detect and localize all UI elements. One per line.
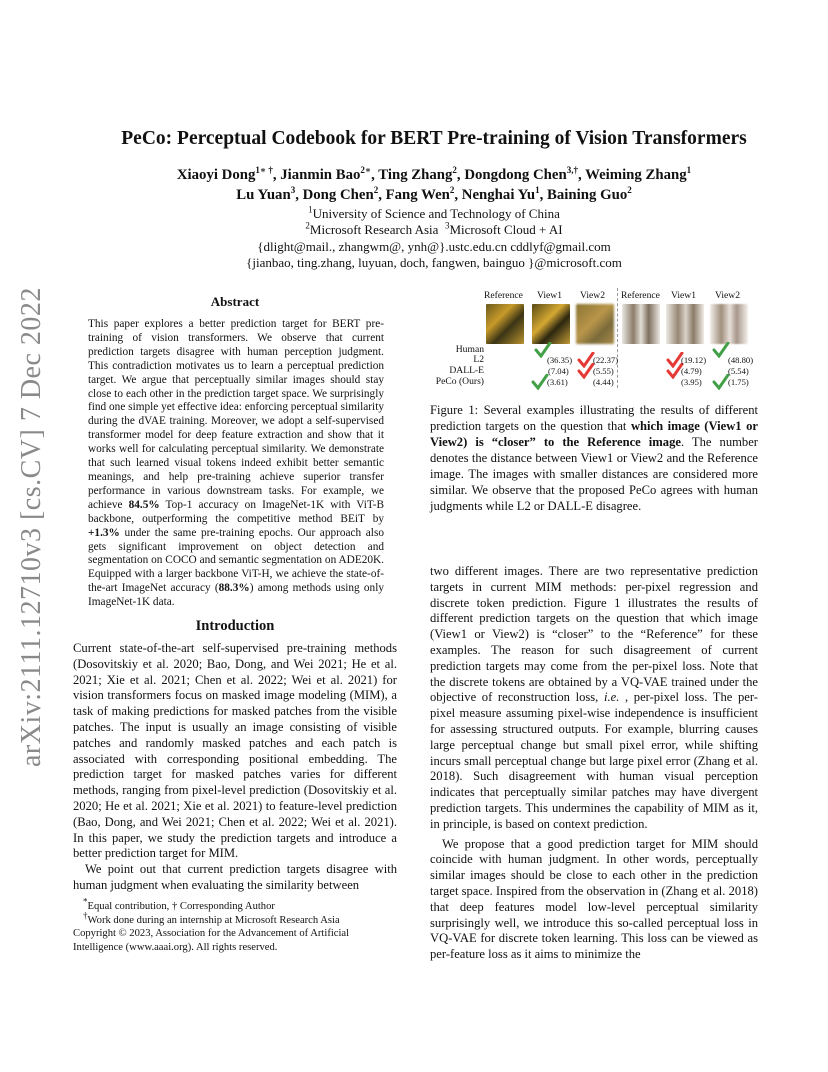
- abstract-highlight: +1.3%: [88, 526, 120, 539]
- author-affil-mark: 1: [535, 185, 540, 196]
- right-column-body: [430, 564, 758, 963]
- col-header-reference: Reference: [621, 290, 660, 301]
- col-header-view1: View1: [537, 290, 563, 301]
- bird-reference-image: [486, 304, 524, 344]
- abstract-text: under the same pre-training epochs. Our approach also gets significant improvement on object detection and segmentation on COCO and semantic segmentation on ADE20K. Equipped with a larger backbone ViT-H, we achieve the state-of-the-art ImageNet accuracy (: [88, 526, 384, 595]
- dalle-view2-distance: (5.55): [593, 366, 614, 376]
- copyright-notice: Copyright © 2023, Association for the Advancement of Artificial Intelligence (www.aaai.org). All rights reserved.: [73, 928, 350, 953]
- author: , Weiming Zhang: [577, 167, 687, 183]
- caption-text: . The number denotes the distance between View1 or View2 and the Reference image. The images with smaller distances are considered more similar. We observe that the proposed PeCo agrees with human judgments while L2 or DALL-E disagree.: [430, 435, 758, 513]
- caption-text: Figure 1: Several examples illustrating the results of different prediction targets on the question that: [430, 403, 758, 433]
- col-header-view1: View1: [671, 290, 697, 301]
- emails-microsoft: {jianbao, ting.zhang, luyuan, doch, fangwen, bainguo }@microsoft.com: [246, 255, 622, 271]
- peco-view2-distance: (1.75): [728, 377, 749, 387]
- col-header-view2: View2: [580, 290, 606, 301]
- author: , Baining Guo: [539, 187, 628, 203]
- author-line-1: [60, 165, 808, 185]
- body-paragraph: We propose that a good prediction target for MIM should coincide with human judgment. In other words, perceptually similar images should be close to each other in the prediction target space. Inspired from the observation in (Zhang et al. 2018) that deep features model low-level perceptual similarity surprisingly well, we introduce this so-called perceptual loss in VQ-VAE for discrete token learning. This loss can be viewed as per-feature loss as it aims to minimize the: [430, 836, 758, 962]
- author: , Dongdong Chen: [456, 167, 567, 183]
- author-affil-mark: 2: [627, 185, 632, 196]
- dalle-view1-distance: (4.79): [681, 366, 702, 376]
- l2-view1-distance: (36.35): [547, 355, 573, 365]
- author: Xiaoyi Dong: [176, 167, 256, 183]
- abstract-highlight: 84.5%: [128, 498, 160, 511]
- body-paragraph: [430, 564, 758, 833]
- abstract-heading: Abstract: [210, 294, 260, 309]
- footnote-mark: †: [83, 909, 88, 920]
- peco-view1-distance: (3.95): [681, 377, 702, 387]
- paper-title: PeCo: Perceptual Codebook for BERT Pre-training of Vision Transformers: [121, 128, 747, 149]
- footnote-mark: *: [83, 896, 88, 907]
- author-affil-mark: 2∗: [360, 165, 372, 176]
- footnote-equal-contribution: [73, 896, 397, 914]
- author: , Dong Chen: [295, 187, 374, 203]
- l2-view2-distance: (22.37): [593, 355, 619, 365]
- l2-view1-distance: (19.12): [681, 355, 707, 365]
- author: , Ting Zhang: [371, 167, 453, 183]
- bird-view1-image: [532, 304, 570, 344]
- author: , Fang Wen: [378, 187, 450, 203]
- author: , Nenghai Yu: [454, 187, 536, 203]
- intro-paragraph-1: Current state-of-the-art self-supervised pre-training methods (Dosovitskiy et al. 2020; Bao, Dong, and Wei 2021; He et al. 2021; Xie et al. 2021; Chen et al. 2022; Wei et al. 2021) for vision transformers focus on masked image modeling (MIM), a task of making predictions for masked patches from the visible patches. The input is usually an image consisting of visible patches and randomly masked patches and each patch is associated with corresponding positional embedding. The prediction target for masked patches varies for different methods, ranging from pixel-level prediction (Dosovitskiy et al. 2020; He et al. 2021; Xie et al. 2021) to feature-level prediction (Bao, Dong, and Wei 2021; Chen et al. 2022; Wei et al. 2021). In this paper, we study the prediction targets and introduce a better prediction target for MIM.: [73, 641, 397, 861]
- author-affil-mark: 3,†: [566, 165, 578, 176]
- affil-mark: 3: [444, 221, 450, 232]
- row-label-dalle: DALL-E: [449, 365, 484, 376]
- caption-highlight: which image (View1 or View2) is “closer” to the Reference image: [430, 419, 758, 449]
- bird-view2-image: [576, 304, 614, 344]
- author-affil-mark: 2: [373, 185, 379, 196]
- introduction-body: [73, 641, 397, 894]
- door-reference-image: [622, 304, 660, 344]
- figure-1-caption: [430, 402, 758, 514]
- l2-view2-distance: (48.80): [728, 355, 754, 365]
- footnote-text: Equal contribution, † Corresponding Author: [87, 901, 275, 912]
- dalle-view1-distance: (7.04): [548, 366, 569, 376]
- group-divider: [617, 288, 618, 388]
- col-header-view2: View2: [715, 290, 741, 301]
- affiliations: [60, 206, 808, 272]
- affil-text: Microsoft Cloud + AI: [449, 222, 563, 238]
- author-affil-mark: 1: [686, 165, 692, 176]
- body-text: , per-pixel loss. The per-pixel measure assuming pixel-wise independence is insufficient for assessing structured outputs. For example, blurring causes large perceptual change but small pixel error, while shifting incurs small perceptual change but large pixel error (Zhang et al. 2018). Such disagreement with human visual perception indicates that perceptually similar patches may have divergent prediction targets. This undermines the capability of MIM as it, in principle, is based on context prediction.: [430, 690, 758, 831]
- intro-paragraph-2: We point out that current prediction targets disagree with human judgment when evaluating the similarity between: [73, 862, 397, 892]
- abstract-text: Top-1 accuracy on ImageNet-1K with ViT-B backbone, outperforming the competitive method BEiT by: [88, 498, 385, 525]
- abstract-highlight: 88.3%: [218, 582, 250, 595]
- footnotes: [73, 896, 397, 954]
- row-label-l2: L2: [473, 354, 484, 365]
- peco-view2-distance: (4.44): [593, 377, 614, 387]
- affiliation-2-3: [60, 222, 808, 238]
- arxiv-identifier: arXiv:2111.12710v3 [cs.CV] 7 Dec 2022: [16, 287, 47, 767]
- author: , Jianmin Bao: [272, 167, 361, 183]
- figure-1: [430, 288, 760, 390]
- author-affil-mark: 1∗ †: [255, 165, 273, 176]
- author-affil-mark: 2: [452, 165, 457, 176]
- footnote-internship: [73, 909, 397, 928]
- affil-mark: 2: [305, 221, 310, 232]
- footnote-text: Work done during an internship at Microsoft Research Asia: [87, 914, 340, 926]
- abstract-text: This paper explores a better prediction target for BERT pre-training of vision transformers. We observe that current prediction targets disagree with human perception judgment. This contradiction motivates us to learn a perceptual prediction target. We argue that perceptually similar images should stay close to each other in the prediction target space. We surprisingly find one simple yet effective idea: enforcing perceptual similarity during the dVAE training. Moreover, we adopt a self-supervised transformer model for deep feature extraction and show that it works well for calculating perceptual similarity. We demonstrate that such learned visual tokens indeed exhibit better semantic meanings, and help pre-training achieve superior transfer performance in various downstream tasks. For example, we achieve: [88, 318, 384, 511]
- author-line-2: [60, 185, 808, 205]
- affil-text: University of Science and Technology of China: [312, 206, 560, 221]
- dalle-view2-distance: (5.54): [728, 366, 749, 376]
- row-label-human: Human: [455, 344, 484, 355]
- author: Lu Yuan: [236, 187, 291, 203]
- author-affil-mark: 3: [290, 185, 296, 196]
- introduction-heading: Introduction: [195, 618, 275, 634]
- body-emphasis: i.e.: [603, 690, 620, 705]
- emails-ustc: {dlight@mail., zhangwm@, ynh@}.ustc.edu.cn cddlyf@gmail.com: [257, 238, 611, 254]
- abstract-text: ) among methods using only ImageNet-1K data.: [88, 582, 384, 609]
- abstract-body: [88, 318, 384, 610]
- row-label-peco: PeCo (Ours): [435, 376, 484, 387]
- affil-text: Microsoft Research Asia: [309, 222, 439, 238]
- author-affil-mark: 2: [449, 185, 455, 196]
- affil-mark: 1: [308, 204, 313, 215]
- door-view2-image: [710, 304, 748, 344]
- body-text: two different images. There are two representative prediction targets in current MIM methods: per-pixel regression and discrete token prediction. Figure 1 illustrates the results of different prediction targets on the question that which image (View1 or View2) is “closer” to the “Reference” for these examples. The reason for such disagreement of current prediction targets may come from the per-pixel loss. Note that the discrete tokens are obtained by a VQ-VAE trained under the objective of reconstruction loss,: [430, 564, 758, 705]
- author-list: [60, 165, 808, 205]
- door-view1-image: [666, 304, 704, 344]
- col-header-reference: Reference: [484, 290, 523, 301]
- affiliation-1: [60, 206, 808, 222]
- peco-view1-distance: (3.61): [547, 377, 568, 387]
